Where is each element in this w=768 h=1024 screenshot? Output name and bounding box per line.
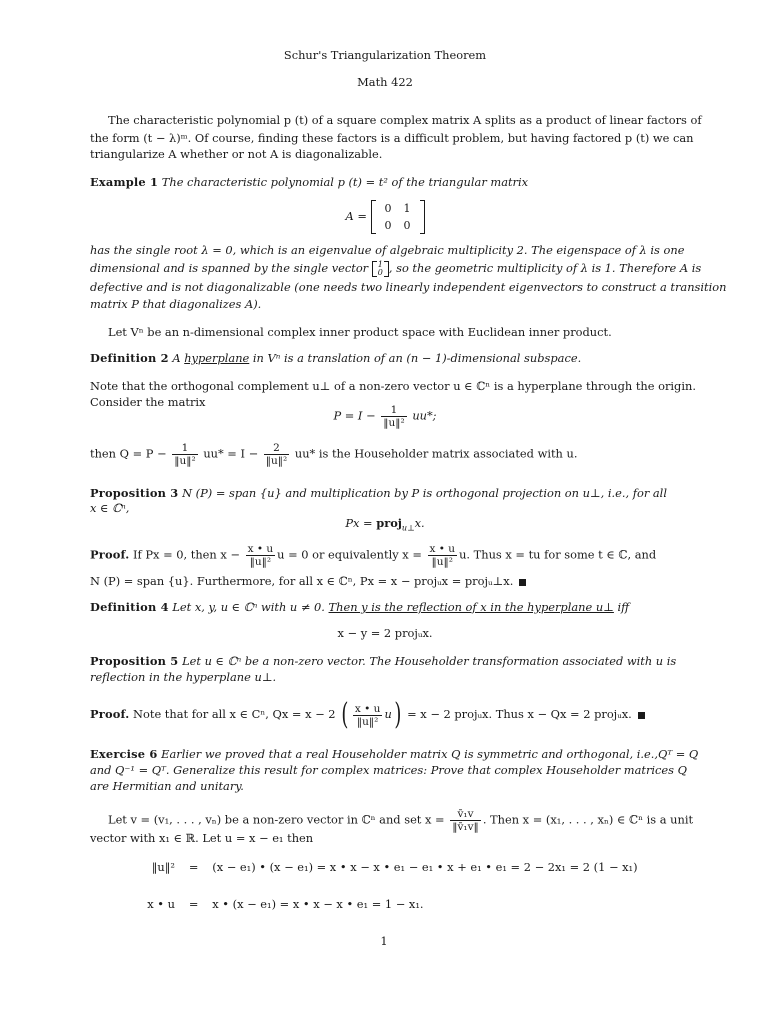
proof-1-line-1 [90,543,680,568]
fraction [264,442,289,467]
proposition-5-line-2: reflection in the hyperplane u⊥. [90,670,277,684]
proposition-3 [90,486,680,501]
eq-sign: = [188,897,199,911]
proof-1-c: u. Thus x = tu for some t ∈ ℂ, and [459,547,657,562]
fraction-denominator: ‖u‖² [428,555,458,568]
fraction-denominator: ‖u‖² [353,715,383,728]
fraction-denominator: ‖u‖² [174,455,196,467]
exercise-6-label: Exercise 6 [90,747,158,761]
definition-4-iff: iff [617,600,630,614]
proof-1-a: If Px = 0, then x − [133,547,240,562]
example-1-heading [90,175,680,190]
norm-equation [135,860,638,874]
then-q: then Q = P − [90,446,167,461]
proposition-3-line-1: N (P) = span {u} and multiplication by P is orthogonal projection on u⊥, i.e., for all [182,486,667,500]
matrix-lhs: A = [345,209,367,223]
proof-2-b: = x − 2 projᵤx. Thus x − Qx = 2 projᵤx. [407,707,632,721]
proj-subscript: u⊥ [401,523,415,533]
matrix-a [371,200,425,234]
final-line-1 [90,808,698,833]
fraction [353,703,383,728]
proposition-5-line-1: Let u ∈ ℂⁿ be a non-zero vector. The Householder transformation associated with u is [182,654,677,668]
definition-2 [90,351,680,366]
eq1-rhs: (x − e₁) • (x − e₁) = x • x − x • e₁ − e₁ • x + e₁ • e₁ = 2 − 2x₁ = 2 (1 − x₁) [212,860,638,874]
vector-entry: 1 [377,260,383,269]
definition-2-term: hyperplane [184,351,250,365]
definition-4-label: Definition 4 [90,600,169,614]
fraction-denominator: ‖u‖² [246,555,276,568]
fraction-numerator: 1 [390,404,398,416]
example-1-line-2a: dimensional and is spanned by the single vector [90,261,369,275]
householder-definition-line [90,442,680,467]
example-1-line-4: matrix P that diagonalizes A). [90,297,262,311]
final-line-2: vector with x₁ ∈ ℝ. Let u = x − e₁ then [90,831,314,845]
reflection-equation: x − y = 2 projᵤx. [337,626,433,640]
proposition-5 [90,654,680,669]
exercise-6-line-3: are Hermitian and unitary. [90,779,244,793]
definition-4 [90,600,680,615]
course-name: Math 422 [357,75,413,89]
fraction [381,404,406,429]
intro-line-1: The characteristic polynomial p (t) of a square complex matrix A splits as a product of linear factors of [108,113,702,127]
proposition-3-line-2: x ∈ ℂⁿ, [90,501,130,515]
fraction-numerator: 1 [181,442,189,454]
projection-equation [90,516,680,535]
fraction-denominator: ‖v̄₁v‖ [452,821,479,833]
definition-4-underlined: Then y is the reflection of x in the hyperplane u⊥ [328,600,614,614]
definition-4-line-1: Let x, y, u ∈ ℂⁿ with u ≠ 0. [172,600,325,614]
note-line-2: Consider the matrix [90,395,206,409]
matrix-cell: 1 [403,202,411,215]
page-number: 1 [380,934,388,948]
exercise-6 [90,747,699,762]
dot-equation [135,897,424,911]
example-1-line-1: has the single root λ = 0, which is an eigenvalue of algebraic multiplicity 2. The eigenspace of λ is one [90,243,685,257]
fraction [172,442,197,467]
fraction [246,543,276,568]
proj-eq-left: Px = [345,516,373,530]
exercise-6-line-2: and Q⁻¹ = Qᵀ. Generalize this result for complex matrices: Prove that complex Householder matrices Q [90,763,687,777]
proof-1-line-2-text: N (P) = span {u}. Furthermore, for all x ∈ ℂⁿ, Px = x − projᵤx = projᵤ⊥x. [90,574,514,588]
eigenvector [372,261,389,277]
example-1-line-2b: , so the geometric multiplicity of λ is 1. Therefore A is [388,261,702,275]
eq-p-right: uu*; [412,408,437,423]
definition-2-label: Definition 2 [90,351,169,365]
proof-2: Proof. Note that for all x ∈ Cⁿ, Qx = x − 2 ( $\frac{x • u}{\text{‖u‖²}}$ u) = x − 2 projᵤx. Thus x − Qx = 2 projᵤx. [90,700,680,730]
example-1-label: Example 1 [90,175,159,189]
document-title: Schur's Triangularization Theorem [283,48,487,62]
proof-2-a: Note that for all x ∈ Cⁿ, Qx = x − 2 [133,707,336,721]
example-1-statement: The characteristic polynomial p (t) = t² of the triangular matrix [161,175,529,189]
projection-matrix-equation [90,404,680,429]
eq2-lhs: x • u [147,897,175,911]
fraction-numerator: x • u [354,702,381,715]
note-line-1: Note that the orthogonal complement u⊥ of a non-zero vector u ∈ ℂⁿ is a hyperplane through the origin. [90,379,696,393]
left-paren: ( [341,697,349,732]
proj-eq-right: x. [414,516,425,530]
eq1-lhs: ‖u‖² [151,860,175,874]
example-1-line-2 [90,260,702,277]
proposition-5-label: Proposition 5 [90,654,179,668]
fraction-denominator: ‖u‖² [383,417,405,429]
fraction [450,808,481,833]
fraction-numerator: x • u [247,543,274,555]
matrix-cell: 0 [384,219,392,232]
matrix-cell: 0 [403,219,411,232]
fraction [428,543,458,568]
then-mid: uu* = I − [203,446,259,461]
eq2-rhs: x • (x − e₁) = x • x − x • e₁ = 1 − x₁. [212,897,424,911]
matrix-a-equation [90,200,680,236]
definition-2-article: A [172,351,181,365]
vector-entry: 0 [377,268,383,277]
proof-1-label: Proof. [90,547,130,562]
final-b: . Then x = (x₁, . . . , xₙ) ∈ ℂⁿ is a unit [482,812,694,827]
right-paren: ) [394,697,402,732]
final-a: Let v = (v₁, . . . , vₙ) be a non-zero vector in ℂⁿ and set x = [108,812,445,827]
qed-square-icon [638,712,645,719]
definition-2-rest: in Vⁿ is a translation of an (n − 1)-dimensional subspace. [252,351,582,365]
proof-1-b: u = 0 or equivalently x = [277,547,422,562]
fraction-numerator: x • u [429,543,456,555]
fraction-numerator: 2 [273,442,280,454]
eq-sign: = [188,860,199,874]
then-end: uu* is the Householder matrix associated with u. [294,446,578,461]
eq-p-left: P = I − [333,408,376,423]
exercise-6-line-1: Earlier we proved that a real Householder matrix Q is symmetric and orthogonal, i.e.,Qᵀ = Q [161,747,699,761]
fraction-numerator: v̄₁v [457,808,474,820]
proof-2-label: Proof. [90,707,130,721]
matrix-cell: 0 [384,202,392,215]
proof-1-line-2 [90,574,680,589]
intro-line-3: triangularize A whether or not A is diagonalizable. [90,147,383,161]
qed-square-icon [519,579,526,586]
fraction-denominator: ‖u‖² [265,455,288,467]
proj-operator: proj [376,516,402,530]
example-1-line-3: defective and is not diagonalizable (one needs two linearly independent eigenvectors to construct a transition [90,280,727,294]
intro-line-2: the form (t − λ)ᵐ. Of course, finding these factors is a difficult problem, but having factored p (t) we can [90,131,694,145]
inner-product-space-paragraph: Let Vⁿ be an n-dimensional complex inner product space with Euclidean inner product. [108,325,612,339]
proposition-3-label: Proposition 3 [90,486,179,500]
